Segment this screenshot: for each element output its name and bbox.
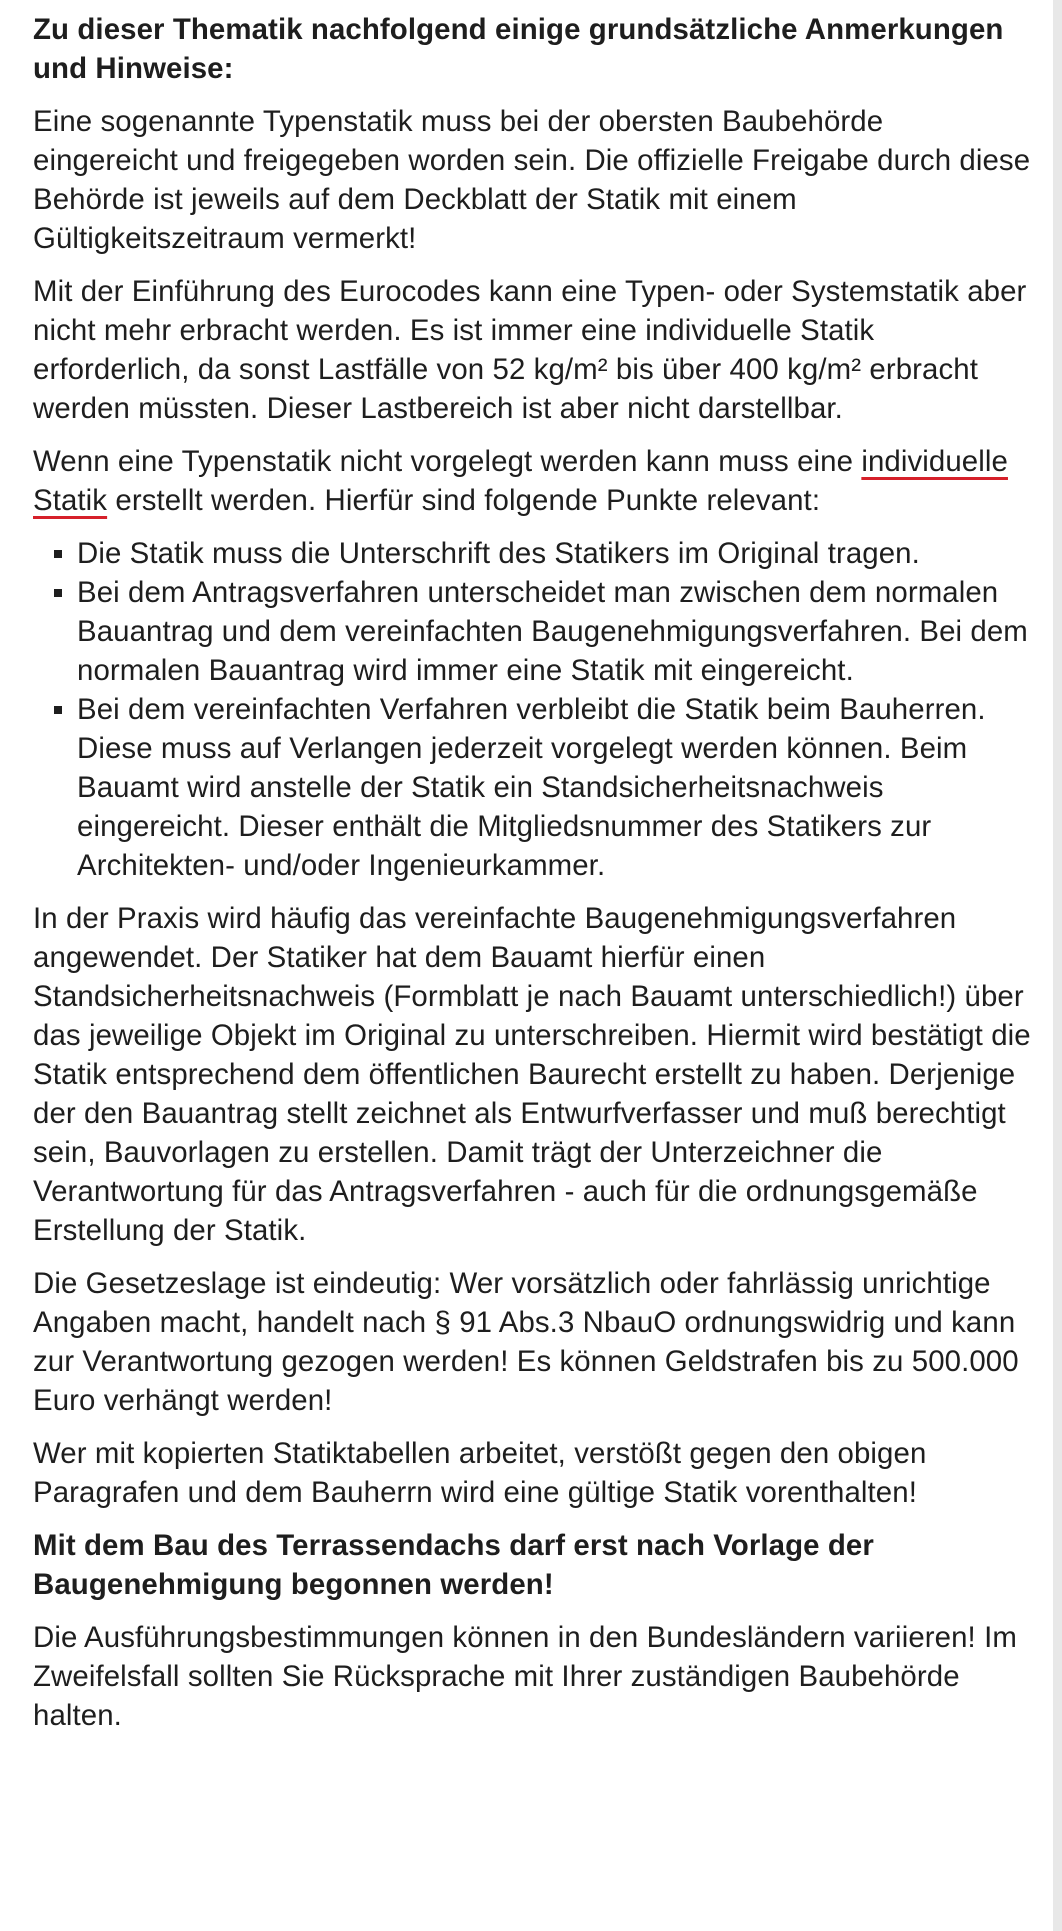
list-item [33,534,1033,573]
paragraph-gesetzeslage: Die Gesetzeslage ist eindeutig: Wer vorsätzlich oder fahrlässig unrichtige Angaben macht, handelt nach § 91 Abs.3 NbauO ordnungswidrig und kann zur Verantwortung gezogen werden! Es können Geldstrafen bis zu 500.000 Euro verhängt werden! [33,1267,1019,1417]
paragraph-typenstatik: Eine sogenannte Typenstatik muss bei der obersten Baubehörde eingereicht und freigegeben worden sein. Die offizielle Freigabe durch diese Behörde ist jeweils auf dem Deckblatt der Statik mit einem Gültigkeitszeitraum vermerkt! [33,105,1031,255]
paragraph-praxis: In der Praxis wird häufig das vereinfachte Baugenehmigungsverfahren angewendet. Der Statiker hat dem Bauamt hierfür einen Standsicherheitsnachweis (Formblatt je nach Bauamt unterschiedlich!) über das jeweilige Objekt im Original zu unterschreiben. Hiermit wird bestätigt die Statik entsprechend dem öffentlichen Baurecht erstellt zu haben. Derjenige der den Bauantrag stellt zeichnet als Entwurfverfasser und muß berechtigt sein, Bauvorlagen zu erstellen. Damit trägt der Unterzeichner die Verantwortung für das Antragsverfahren - auch für die ordnungsgemäße Erstellung der Statik. [33,902,1031,1247]
bullet-square-icon [54,706,62,714]
paragraph-eurocode: Mit der Einführung des Eurocodes kann eine Typen- oder Systemstatik aber nicht mehr erbracht werden. Es ist immer eine individuelle Statik erforderlich, da sonst Lastfälle von 52 kg/m² bis über 400 kg/m² erbracht werden müssten. Dieser Lastbereich ist aber nicht darstellbar. [33,275,1027,425]
paragraph-text-before: Wenn eine Typenstatik nicht vorgelegt werden kann muss eine [33,445,862,478]
list-item [33,690,1033,885]
paragraph-individuelle-statik [33,442,1033,520]
list-item-text: Bei dem Antragsverfahren unterscheidet man zwischen dem normalen Bauantrag und dem vereinfachten Baugenehmigungsverfahren. Bei dem normalen Bauantrag wird immer eine Statik mit eingereicht. [77,576,1028,687]
scrollbar-track[interactable] [1053,0,1062,1931]
list-item [33,573,1033,690]
bullet-square-icon [54,589,62,597]
list-item-text: Bei dem vereinfachten Verfahren verbleibt die Statik beim Bauherren. Diese muss auf Verlangen jederzeit vorgelegt werden können. Beim Bauamt wird anstelle der Statik ein Standsicherheitsnachweis eingereicht. Dieser enthält die Mitgliedsnummer des Statikers zur Architekten- und/oder Ingenieurkammer. [77,693,986,882]
list-item-text: Die Statik muss die Unterschrift des Statikers im Original tragen. [77,537,920,570]
paragraph-statiktabellen: Wer mit kopierten Statiktabellen arbeitet, verstößt gegen den obigen Paragrafen und dem Bauherrn wird eine gültige Statik vorenthalten! [33,1437,927,1509]
bullet-square-icon [54,550,62,558]
paragraph-text-after: erstellt werden. Hierfür sind folgende Punkte relevant: [107,484,821,517]
section-heading: Zu dieser Thematik nachfolgend einige grundsätzliche Anmerkungen und Hinweise: [33,13,1004,85]
document-body [33,10,1033,1749]
paragraph-baugenehmigung-warning: Mit dem Bau des Terrassendachs darf erst nach Vorlage der Baugenehmigung begonnen werden! [33,1529,874,1601]
paragraph-bundeslaender: Die Ausführungsbestimmungen können in den Bundesländern variieren! Im Zweifelsfall sollten Sie Rücksprache mit Ihrer zuständigen Baubehörde halten. [33,1621,1017,1732]
requirements-list [33,534,1033,885]
spellcheck-underlined-term[interactable]: individuelle Statik [33,445,1008,517]
